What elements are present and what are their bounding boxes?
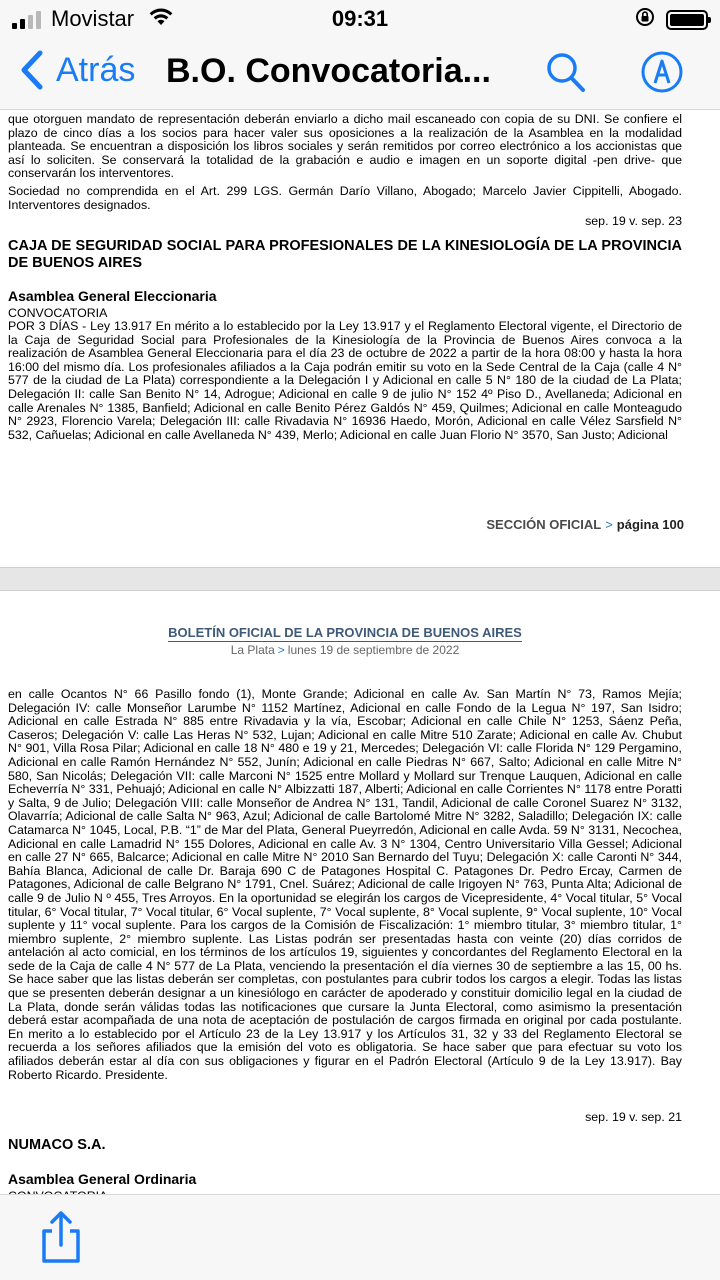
- paragraph-body-continued: en calle Ocantos N° 66 Pasillo fondo (1), Monte Grande; Adicional en calle Av. San Martín N° 73, Ramos Mejía; Delegación IV: calle Monseñor Larumbe N° 1152 Martínez, Adicional en calle Fondo de la Legua N° 197, San Isidro; Adicional en calle Estrada N° 885 entre Rivadavia y la vía, Escobar; Adicional en calle Chile N° 1253, Sáenz Peña, Caseros; Delegación V: calle Las Heras N° 532, Lujan; Adicional en calle Mitre 510 Zarate; Adicional en calle Av. Chubut N° 901, Villa Rosa Pilar; Adicional en calle 18 N° 480 e 19 y 21, Mercedes; Delegación VI: calle Florida N° 129 Pergamino, Adicional en calle Ramón Hernández N° 552, Junín; Adicional en calle Piedras N° 667, Salto; Adicional en calle Mitre N° 580, San Nicolás; Delegación VII: calle Marconi N° 1525 entre Mollard y Mollard sur Trenque Lauquen, Adicional en calle Echeverría N° 331, Pehuajó; Adicional en calle N° Albizzatti 187, Alberti; Adicional en calle Corrientes N° 1178 entre Poratti y Salta, 9 de Julio; Delegación VIII: calle Monseñor de Andrea N° 131, Tandil, Adicional de calle Coronel Suarez N° 3132, Olavarría; Adicional de calle Salta N° 963, Azul; Adicional de calle Bartolomé Mitre N° 3282, Saladillo; Delegación IX: calle Catamarca N° 1045, Local, P.B. “1” de Mar del Plata, General Pueyrredón, Adicional en calle Avda. 59 N° 3131, Necochea, Adicional en calle Lamadrid N° 155 Dolores, Adicional en calle Av. 3 N° 1304, Centro Universitario Villa Gessel; Adicional en calle 27 N° 665, Balcarce; Adicional en calle Mitre N° 2010 San Bernardo del Tuyu; Delegación X: calle Caronti N° 344, Bahía Blanca, Adicional de calle Dr. Baraja 690 C de Patagones Hospital C. Patagones Dr. Pedro Ercay, Carmen de Patagones, Adicional de calle Belgrano N° 1791, Cnel. Suárez; Adicional de calle Irigoyen N° 763, Punta Alta; Adicional de calle 9 de Julio N º 455, Tres Arroyos. En la oportunidad se elegirán los cargos de Vicepresidente, 4° Vocal titular, 5° Vocal titular, 6° Vocal titular, 7° Vocal titular, 6° Vocal suplente, 7° Vocal suplente, 8° Vocal suplente, 9° Vocal suplente, 10° Vocal suplente y 11° vocal suplente. Para los cargos de la Comisión de Fiscalización: 1° miembro titular, 3° miembro titular, 1° miembro suplente, 2° miembro suplente. Las Listas podrán ser presentadas hasta con veinte (20) días corridos de antelación al acto comicial, en los términos de los artículos 19, siguientes y concordantes del Reglamento Electoral en la sede de la Caja de calle 4 N° 577 de La Plata, venciendo la presentación el día viernes 30 de septiembre a las 15, 00 hs. Se hace saber que las listas deberán ser completas, con postulantes para cubrir todos los cargos a elegir. Todas las listas que se presenten deberán designar a un kinesiólogo en carácter de apoderado y constituir domicilio legal en la ciudad de La Plata, donde serán válidas todas las notificaciones que cursare la Junta Electoral, como asimismo la presentación deberá estar acompañada de una nota de aceptación de postulación de cargos firmada en original por cada postulante. En merito a lo establecido por el Artículo 23 de la Ley 13.917 y los Artículos 31, 32 y 33 del Reglamento Electoral se recuerda a los señores afiliados que la emisión del voto es obligatoria. Se hace saber que para efectuar su voto los afiliados deberán estar al día con sus obligaciones y figurar en el Padrón Electoral (Artículo 9 de la Ley 13.917). Bay Roberto Ricardo. Presidente.: [8, 687, 682, 1082]
- paragraph-top: que otorguen mandato de representación deberán enviarlo a dicho mail escaneado con copia de su DNI. Se confiere el plazo de cinco días a los socios para hacer valer sus oposiciones a la realización de la Asamblea en la modalidad planteada. Se encuentran a disposición los libros sociales y serán remitidos por correo electrónico a los accionistas que así lo soliciten. Se conservará la totalidad de la grabación e audio e imagen en un soporte digital -pen drive- que conservarán los interventores.: [8, 112, 682, 181]
- publication-date: sep. 19 v. sep. 21: [585, 1110, 682, 1124]
- chevron-right-icon: >: [277, 643, 285, 657]
- boletin-title: [0, 625, 690, 640]
- back-button[interactable]: [20, 50, 135, 90]
- back-label: Atrás: [56, 50, 136, 89]
- search-icon: [546, 52, 586, 94]
- markup-pen-icon: [640, 50, 684, 94]
- chevron-left-icon: [20, 50, 44, 90]
- publication-date: sep. 19 v. sep. 23: [585, 214, 682, 228]
- entity-heading: NUMACO S.A.: [8, 1137, 106, 1153]
- section-label: SECCIÓN OFICIAL: [486, 517, 602, 532]
- status-right: [634, 6, 708, 33]
- markup-button[interactable]: [640, 50, 684, 99]
- navigation-bar: [0, 38, 720, 110]
- battery-icon: [666, 10, 708, 30]
- orientation-lock-icon: [634, 6, 656, 33]
- page-footer: [486, 517, 684, 532]
- date-label: lunes 19 de septiembre de 2022: [287, 643, 460, 657]
- page-number: página 100: [616, 517, 684, 532]
- share-icon: [38, 1211, 84, 1265]
- page-separator: [0, 567, 720, 591]
- boletin-title-text: BOLETÍN OFICIAL DE LA PROVINCIA DE BUENOS AIRES: [168, 625, 522, 640]
- battery-fill: [670, 14, 704, 26]
- document-page: [0, 111, 720, 567]
- search-button[interactable]: [546, 52, 586, 99]
- document-page: [0, 591, 720, 1211]
- chevron-right-icon: >: [605, 517, 613, 532]
- document-title: B.O. Convocatoria...: [166, 52, 491, 90]
- city-label: La Plata: [230, 643, 275, 657]
- boletin-dateline: [0, 643, 690, 657]
- convocatoria-label: CONVOCATORIA: [8, 306, 108, 320]
- paragraph-body: POR 3 DÍAS - Ley 13.917 En mérito a lo establecido por la Ley 13.917 y el Reglamento Electoral vigente, el Directorio de la Caja de Seguridad Social para Profesionales de la Kinesiología de la Provincia de Buenos Aires convoca a la realización de Asamblea General Eleccionaria para el día 23 de octubre de 2022 a partir de la hora 08:00 y hasta la hora 16:00 del mismo día. Los profesionales afiliados a la Caja podrán emitir su voto en la Sede Central de la Caja (calle 4 N° 577 de la ciudad de La Plata) correspondiente a la Delegación I y Adicional en calle 5 N° 180 de la ciudad de La Plata; Delegación II: calle San Benito N° 14, Adrogue; Adicional en calle 9 de julio N° 152 4º Piso D., Avellaneda; Adicional en calle Arenales N° 1385, Banfield; Adicional en calle Benito Pérez Galdós N° 459, Quilmes; Adicional en calle Monteagudo N° 2923, Florencio Varela; Delegación III: calle Rivadavia N° 16936 Haedo, Morón, Adicional en calle Vélez Sarsfield N° 532, Cañuelas; Adicional en calle Avellaneda N° 439, Merlo; Adicional en calle Juan Florio N° 3570, San Justo; Adicional: [8, 319, 682, 442]
- share-button[interactable]: [38, 1211, 84, 1270]
- assembly-title: Asamblea General Eleccionaria: [8, 288, 217, 304]
- status-bar: [0, 0, 720, 38]
- document-viewer[interactable]: [0, 111, 720, 1194]
- carrier-name: Movistar: [51, 6, 135, 31]
- entity-heading: CAJA DE SEGURIDAD SOCIAL PARA PROFESIONALES DE LA KINESIOLOGÍA DE LA PROVINCIA DE BUENOS AIRES: [8, 238, 682, 271]
- assembly-title: Asamblea General Ordinaria: [8, 1171, 197, 1187]
- paragraph-society: Sociedad no comprendida en el Art. 299 LGS. Germán Darío Villano, Abogado; Marcelo Javier Cippitelli, Abogado. Interventores designados.: [8, 184, 682, 212]
- clock: 09:31: [331, 6, 389, 31]
- bottom-toolbar: [0, 1194, 720, 1280]
